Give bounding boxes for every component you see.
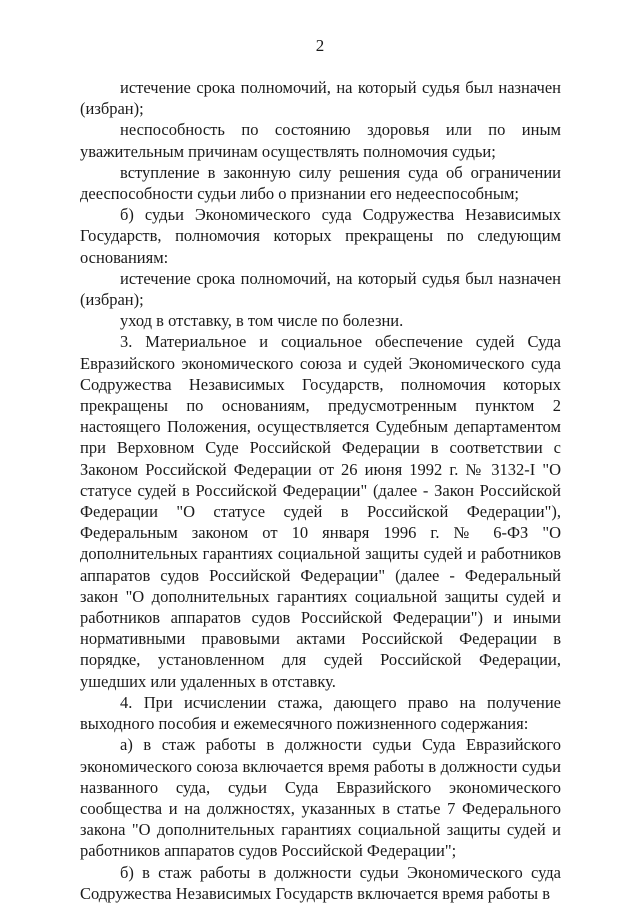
paragraph-health-incapacity: неспособность по состоянию здоровья или по иным уважительным причинам осуществлять полномочия судьи; [80,120,561,161]
paragraph-court-decision: вступление в законную силу решения суда об ограничении дееспособности судьи либо о признании его недееспособным; [80,162,561,204]
paragraph-subitem-a-eaeu-court: а) в стаж работы в должности судьи Суда Евразийского экономического союза включается время работы в должности судьи названного суда, судьи Суда Евразийского экономического сообщества и на должностях, указанных в статье 7 Федерального закона "О дополнительных гарантиях социальной защиты судей и работников аппаратов судов Российской Федерации"; [80,735,561,861]
paragraph-retirement: уход в отставку, в том числе по болезни. [120,311,404,331]
paragraph-term-expiry-1: истечение срока полномочий, на который судья был назначен (избран); [80,78,561,119]
paragraph-item-4-seniority: 4. При исчислении стажа, дающего право на получение выходного пособия и ежемесячного пожизненного содержания: [80,692,561,734]
paragraph-term-expiry-2: истечение срока полномочий, на который судья был назначен (избран); [80,268,561,310]
paragraph-item-3-provision: 3. Материальное и социальное обеспечение судей Суда Евразийского экономического союза и судей Экономического суда Содружества Независимых Государств, полномочия которых прекращены по основаниям, предусмотренным пунктом 2 настоящего Положения, осуществляется Судебным департаментом при Верховном Суде Российской Федерации в соответствии с Законом Российской Федерации от 26 июня 1992 г. № 3132-I "О статусе судей в Российской Федерации" (далее - Закон Российской Федерации "О статусе судей в Российской Федерации"), Федеральным законом от 10 января 1996 г. № 6-ФЗ "О дополнительных гарантиях социальной защиты судей и работников аппаратов судов Российской Федерации" (далее - Федеральный закон "О дополнительных гарантиях социальной защиты судей и работников аппаратов судов Российской Федерации") и иными нормативными правовыми актами Российской Федерации в порядке, установленном для судей Российской Федерации, ушедших или удаленных в отставку. [80,332,561,691]
page-number: 2 [315,36,325,55]
paragraph-subitem-b-cis-seniority: б) в стаж работы в должности судьи Экономического суда Содружества Независимых Государств включается время работы в [80,862,561,903]
paragraph-subitem-b-cis-court: б) судьи Экономического суда Содружества Независимых Государств, полномочия которых прекращены по следующим основаниям: [80,205,561,267]
document-body [80,77,561,904]
